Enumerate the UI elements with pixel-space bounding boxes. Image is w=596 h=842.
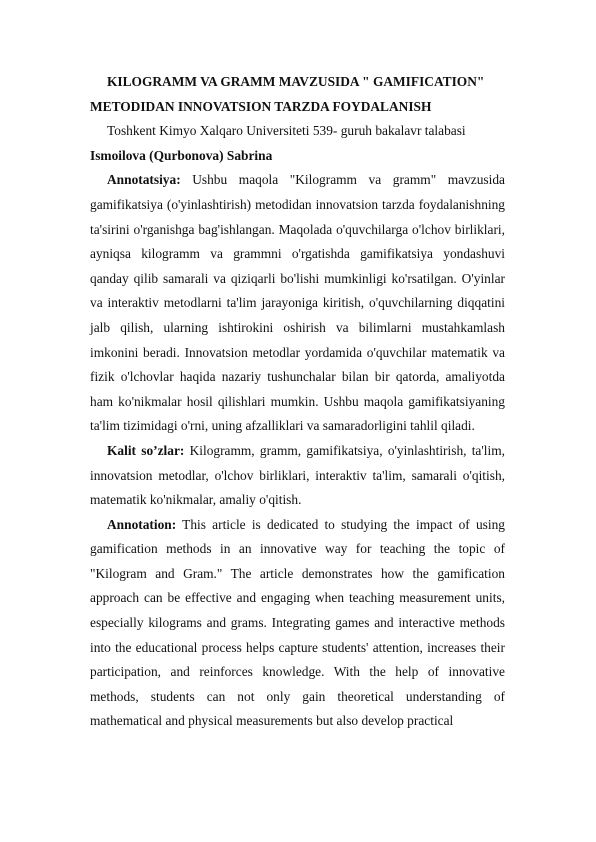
title-line-1: KILOGRAMM VA GRAMM MAVZUSIDA " GAMIFICATION" bbox=[107, 74, 485, 89]
annotatsiya-paragraph bbox=[90, 168, 505, 439]
annotation-paragraph bbox=[90, 513, 505, 734]
annotation-label: Annotation: bbox=[107, 516, 177, 532]
author-affiliation: Toshkent Kimyo Xalqaro Universiteti 539- guruh bakalavr talabasi bbox=[107, 123, 466, 139]
annotation-text: This article is dedicated to studying the impact of using gamification methods in an innovative way for teaching the topic of "Kilogram and Gram." The article demonstrates how the gamification approach can be effective and engaging when teaching measurement units, especially kilograms and grams. Integrating games and interactive methods into the educational process helps capture students' attention, increases their participation, and reinforces knowledge. With the help of innovative methods, students can not only gain theoretical understanding of mathematical and physical measurements but also develop practical bbox=[90, 516, 505, 729]
author-name: Ismoilova (Qurbonova) Sabrina bbox=[90, 147, 273, 163]
annotatsiya-text: Ushbu maqola "Kilogramm va gramm" mavzusida gamifikatsiya (o'yinlashtirish) metodidan innovatsion tarzda foydalanishning ta'sirini o'rganishga bag'ishlangan. Maqolada o'quvchilarga o'lchov birliklari, ayniqsa kilogramm va grammni o'rgatishda gamifikatsiya yondashuvi qanday qilib samarali va qiziqarli bo'lishi mumkinligi ko'rsatilgan. O'yinlar va interaktiv metodlarni ta'lim jarayoniga kiritish, o'quvchilarning diqqatini jalb qilish, ularning ishtirokini oshirish va bilimlarni mustahkamlash imkonini beradi. Innovatsion metodlar yordamida o'quvchilar matematik va fizik o'lchovlar haqida nazariy tushunchalar bilan bir qatorda, amaliyotda ham ko'nikmalar hosil qilishlari mumkin. Ushbu maqola gamifikatsiyaning ta'lim tizimidagi o'rni, uning afzalliklari va samaradorligini tahlil qiladi. bbox=[90, 172, 505, 434]
annotatsiya-label: Annotatsiya: bbox=[107, 172, 181, 188]
keywords-label: Kalit so’zlar: bbox=[107, 442, 185, 458]
keywords-text: Kilogramm, gramm, gamifikatsiya, o'yinlashtirish, ta'lim, innovatsion metodlar, o'lchov birliklari, interaktiv ta'lim, samarali o'qitish, matematik ko'nikmalar, amaliy o'qitish. bbox=[90, 442, 505, 508]
paper-page bbox=[90, 70, 505, 734]
keywords-paragraph bbox=[90, 439, 505, 513]
title-line-2: METODIDAN INNOVATSION TARZDA FOYDALANISH bbox=[90, 98, 432, 114]
